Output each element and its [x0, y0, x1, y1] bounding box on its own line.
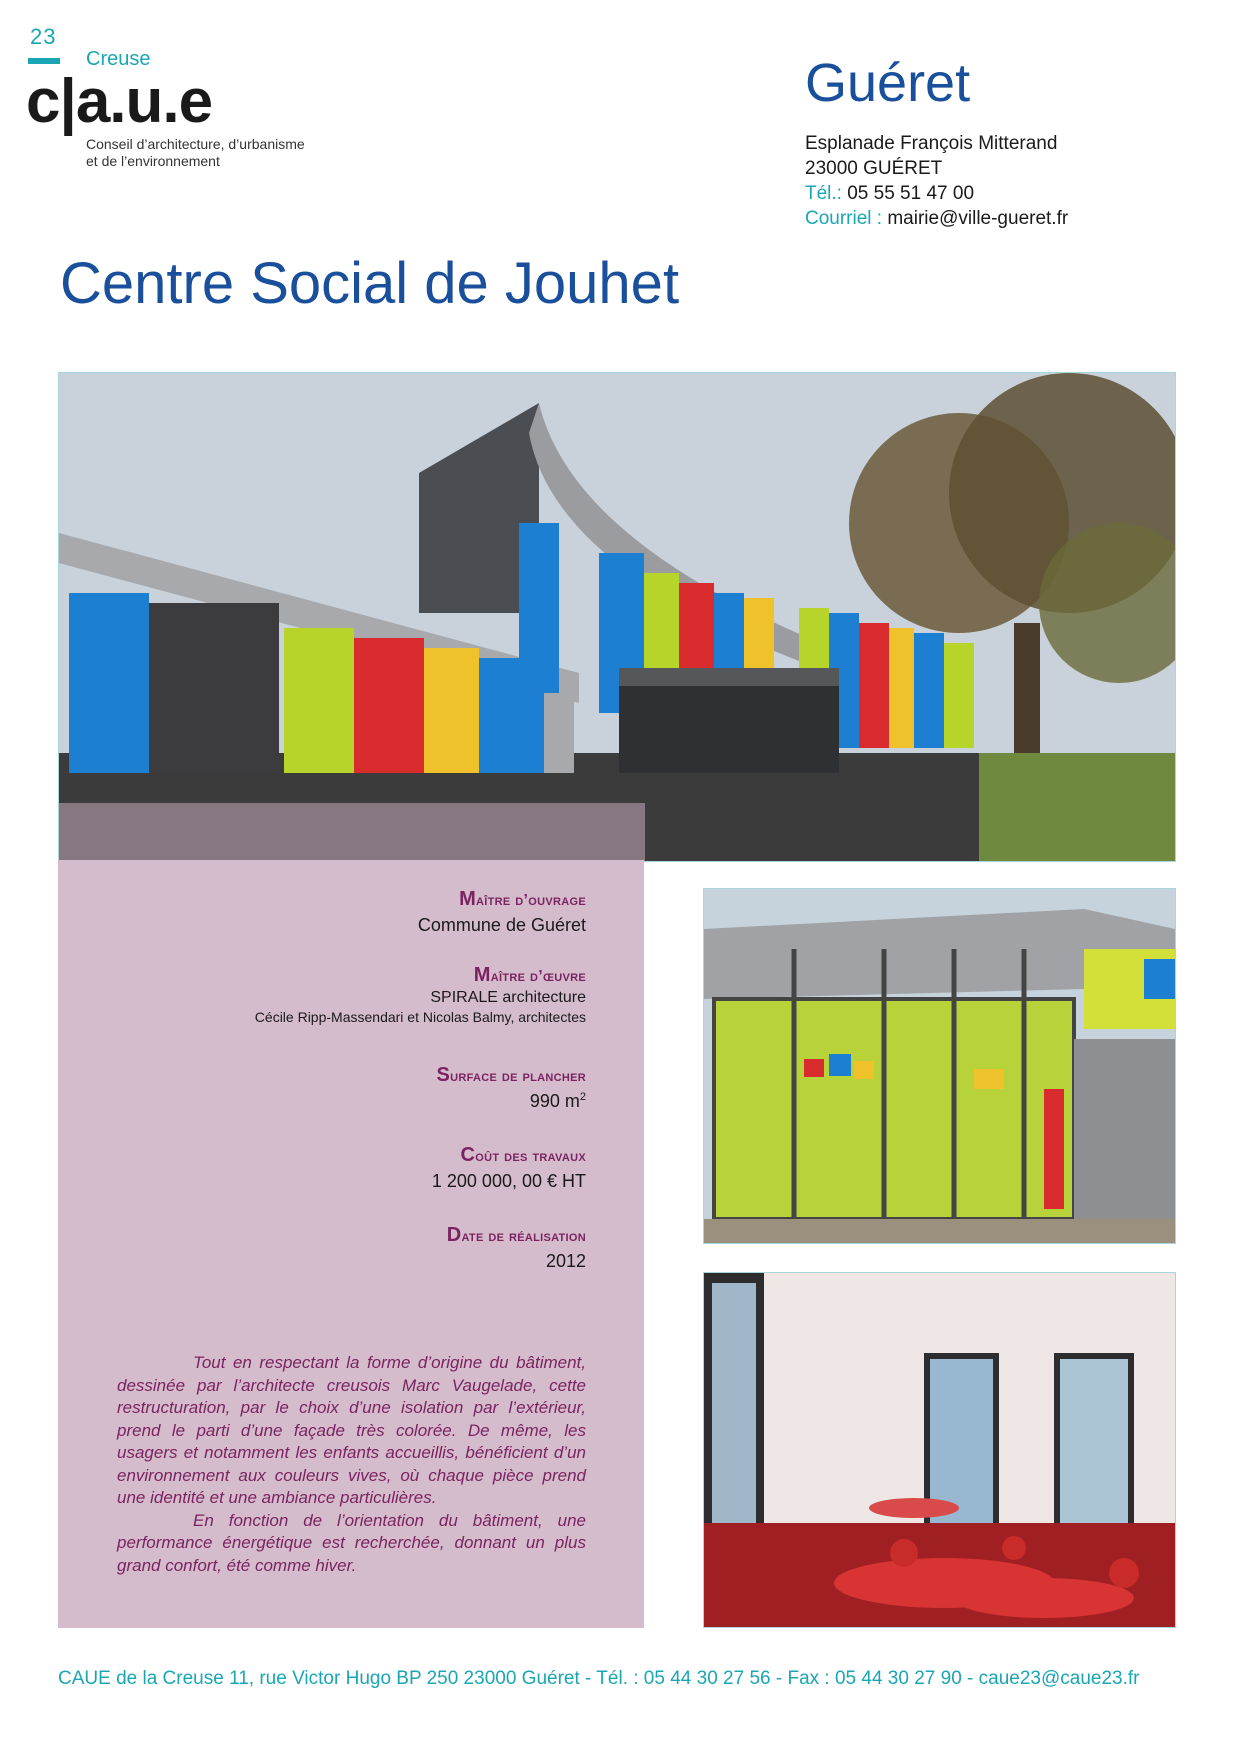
- city-tel-label: Tél.:: [805, 183, 842, 204]
- city-address-line2: 23000 GUÉRET: [805, 158, 943, 179]
- description-paragraph-2: En fonction de l’orientation du bâtiment, une performance énergétique est recherchée, donnant un plus grand confort, été comme hiver.: [117, 1510, 586, 1575]
- page-title: Centre Social de Jouhet: [60, 251, 680, 316]
- maitre-ouvrage-label: Maître d’ouvrage: [459, 888, 586, 910]
- maitre-ouvrage-value: Commune de Guéret: [417, 915, 586, 935]
- info-maitre-oeuvre: [66, 964, 586, 1025]
- interior-photo: [703, 1272, 1176, 1628]
- date-value: 2012: [545, 1251, 586, 1271]
- logo-subtitle-line2: et de l’environnement: [86, 153, 220, 169]
- description-paragraph-1: Tout en respectant la forme d’origine du bâtiment, dessinée par l’architecte creusois Marc Vaugelade, cette restructuration, par le choix d’une isolation par l’extérieur, prend le parti d’une façade très colorée. De même, les usagers et notamment les enfants accueillis, bénéficient d’un environnement aux couleurs vives, où chaque pièce prend une identité et une ambiance particulières.: [117, 1353, 586, 1507]
- cout-label: Coût des travaux: [460, 1144, 586, 1166]
- city-mail: [805, 208, 1068, 230]
- info-date: [66, 1224, 586, 1272]
- main-building-photo: [58, 372, 1176, 862]
- facade-photo: [703, 888, 1176, 1244]
- info-cout: [66, 1144, 586, 1192]
- logo-caue: c|a.u.e: [26, 67, 213, 136]
- city-tel: [805, 183, 974, 205]
- surface-label: Surface de plancher: [436, 1064, 586, 1086]
- city-mail-value[interactable]: mairie@ville-gueret.fr: [887, 208, 1069, 229]
- logo-bar: [28, 58, 60, 64]
- city-address-line1: Esplanade François Mitterand: [805, 133, 1058, 154]
- date-label: Date de réalisation: [446, 1224, 586, 1246]
- logo-subtitle: [86, 136, 346, 170]
- city-tel-value: 05 55 51 47 00: [847, 183, 975, 204]
- logo-number: 23: [30, 24, 57, 49]
- cout-value: 1 200 000, 00 € HT: [431, 1171, 586, 1191]
- project-description: [117, 1352, 586, 1577]
- maitre-oeuvre-architects: Cécile Ripp-Massendari et Nicolas Balmy, architectes: [254, 1009, 586, 1025]
- maitre-oeuvre-label: Maître d’œuvre: [473, 964, 586, 986]
- info-surface: [66, 1064, 586, 1112]
- footer-contact: CAUE de la Creuse 11, rue Victor Hugo BP 250 23000 Guéret - Tél. : 05 44 30 27 56 - Fax : 05 44 30 27 90 - caue23@caue23.fr: [58, 1668, 1140, 1689]
- info-maitre-ouvrage: [66, 888, 586, 936]
- city-mail-label: Courriel :: [805, 208, 883, 229]
- logo-region: Creuse: [86, 48, 151, 70]
- logo-subtitle-line1: Conseil d’architecture, d’urbanisme: [86, 136, 305, 152]
- city-name: Guéret: [805, 53, 971, 113]
- maitre-oeuvre-value: SPIRALE architecture: [430, 989, 586, 1006]
- surface-value: 990 $m^2$: [529, 1091, 586, 1111]
